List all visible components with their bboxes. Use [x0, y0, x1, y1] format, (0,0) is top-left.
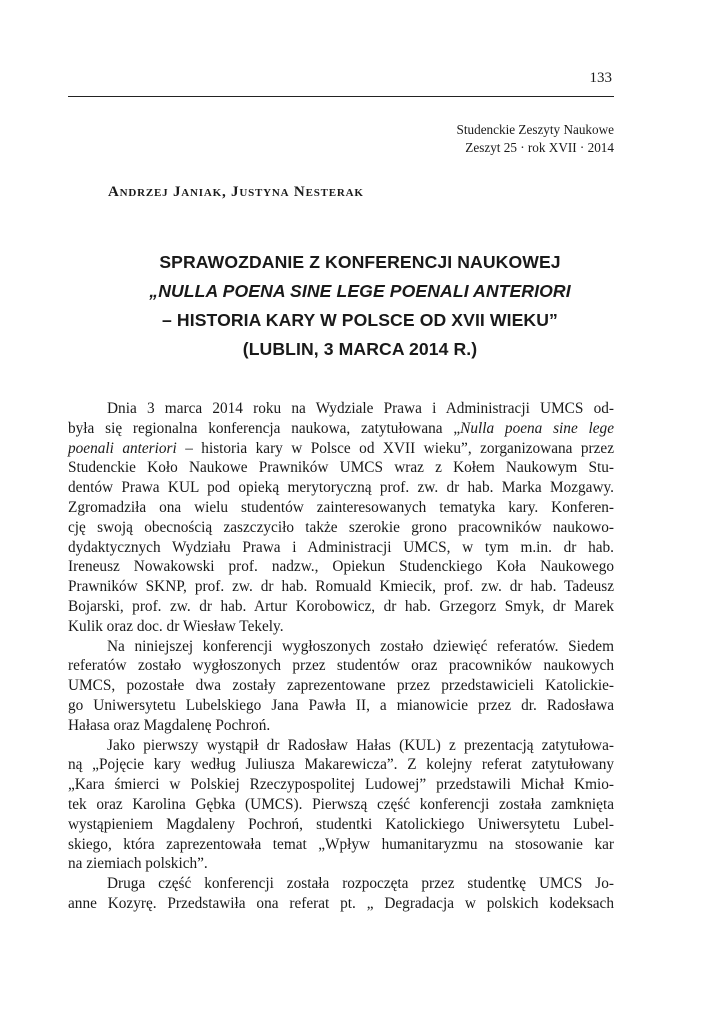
latin-phrase: Nulla poena sine lege: [460, 419, 614, 437]
journal-info: [457, 121, 614, 157]
text-line: Na niniejszej konferencji wygłoszonych zostało dziewięć referatów. Siedem: [107, 637, 614, 655]
text-line: go Uniwersytetu Lubelskiego Jana Pawła II, a mianowicie przez dr. Radosława: [68, 696, 614, 714]
text-span: – historia kary w Polsce od XVII wieku”, zorganizowana przez: [176, 439, 614, 457]
title-line-4: (LUBLIN, 3 MARCA 2014 R.): [242, 339, 478, 359]
text-line: „Kara śmierci w Polskiej Rzeczypospolitej Ludowej” przedstawili Michał Kmio-: [68, 776, 614, 794]
text-line: Zgromadziła ona wielu studentów zainteresowanych tematyka kary. Konferen-: [68, 498, 614, 516]
article-body: [68, 399, 614, 914]
paragraph-1: [68, 399, 614, 637]
text-line: skiego, która zaprezentowała temat „Wpływ humanitaryzmu na stosowanie kar: [68, 835, 614, 853]
text-line: tek oraz Karolina Gębka (UMCS). Pierwszą część konferencji została zamknięta: [68, 795, 614, 813]
text-line: Prawników SKNP, prof. zw. dr hab. Romuald Kmiecik, prof. zw. dr hab. Tadeusz: [68, 578, 614, 596]
text-line: Jako pierwszy wystąpił dr Radosław Hałas (KUL) z prezentacją zatytułowa-: [107, 736, 614, 754]
paragraph-2: [68, 637, 614, 736]
text-line: Bojarski, prof. zw. dr hab. Artur Korobowicz, dr hab. Grzegorz Smyk, dr Marek: [68, 597, 614, 615]
text-line: [68, 419, 614, 439]
text-line: referatów zostało wygłoszonych przez studentów oraz pracowników naukowych: [68, 657, 614, 675]
text-line: Hałasa oraz Magdalenę Pochroń.: [68, 716, 271, 734]
text-line: Dnia 3 marca 2014 roku na Wydziale Prawa i Administracji UMCS od-: [107, 400, 614, 417]
paragraph-4: [68, 874, 614, 914]
title-line-2: „NULLA POENA SINE LEGE POENALI ANTERIORI: [149, 281, 571, 301]
text-line: [68, 439, 614, 459]
journal-issue: Zeszyt 25 · rok XVII · 2014: [465, 140, 614, 155]
page-number: 133: [589, 70, 612, 86]
authors: Andrzej Janiak, Justyna Nesterak: [108, 184, 364, 200]
latin-phrase: poenali anteriori: [68, 439, 177, 457]
text-line: na ziemiach polskich”.: [68, 855, 208, 873]
text-line: ną „Pojęcie kary według Juliusza Makarewicza”. Z kolejny referat zatytułowany: [68, 756, 614, 774]
text-line: wystąpieniem Magdaleny Pochroń, studentki Katolickiego Uniwersytetu Lubel-: [68, 815, 614, 833]
text-line: dydaktycznych Wydziału Prawa i Administracji UMCS, w tym m.in. dr hab.: [68, 538, 614, 556]
text-line: cję swoją obecnością zaszczyciło także szerokie grono pracowników naukowo-: [68, 518, 614, 536]
journal-name: Studenckie Zeszyty Naukowe: [456, 122, 614, 137]
article-title: [68, 248, 652, 364]
text-line: dentów Prawa KUL pod opieką merytoryczną prof. zw. dr hab. Marka Mozgawy.: [68, 479, 614, 497]
text-line: Druga część konferencji została rozpoczęta przez studentkę UMCS Jo-: [107, 875, 614, 893]
title-line-1: SPRAWOZDANIE Z KONFERENCJI NAUKOWEJ: [159, 252, 561, 272]
header-rule: [68, 96, 614, 97]
text-span: była się regionalna konferencja naukowa, zatytułowana „: [68, 419, 461, 437]
text-line: Studenckie Koło Naukowe Prawników UMCS wraz z Kołem Naukowym Stu-: [68, 459, 614, 477]
text-line: UMCS, pozostałe dwa zostały zaprezentowane przez przedstawicieli Katolickie-: [68, 677, 614, 695]
text-line: Kulik oraz doc. dr Wiesław Tekely.: [68, 617, 284, 635]
text-line: Ireneusz Nowakowski prof. nadzw., Opiekun Studenckiego Koła Naukowego: [68, 558, 614, 576]
title-line-3: – HISTORIA KARY W POLSCE OD XVII WIEKU”: [162, 310, 558, 330]
text-line: anne Kozyrę. Przedstawiła ona referat pt. „ Degradacja w polskich kodeksach: [68, 894, 614, 912]
paragraph-3: [68, 736, 614, 875]
